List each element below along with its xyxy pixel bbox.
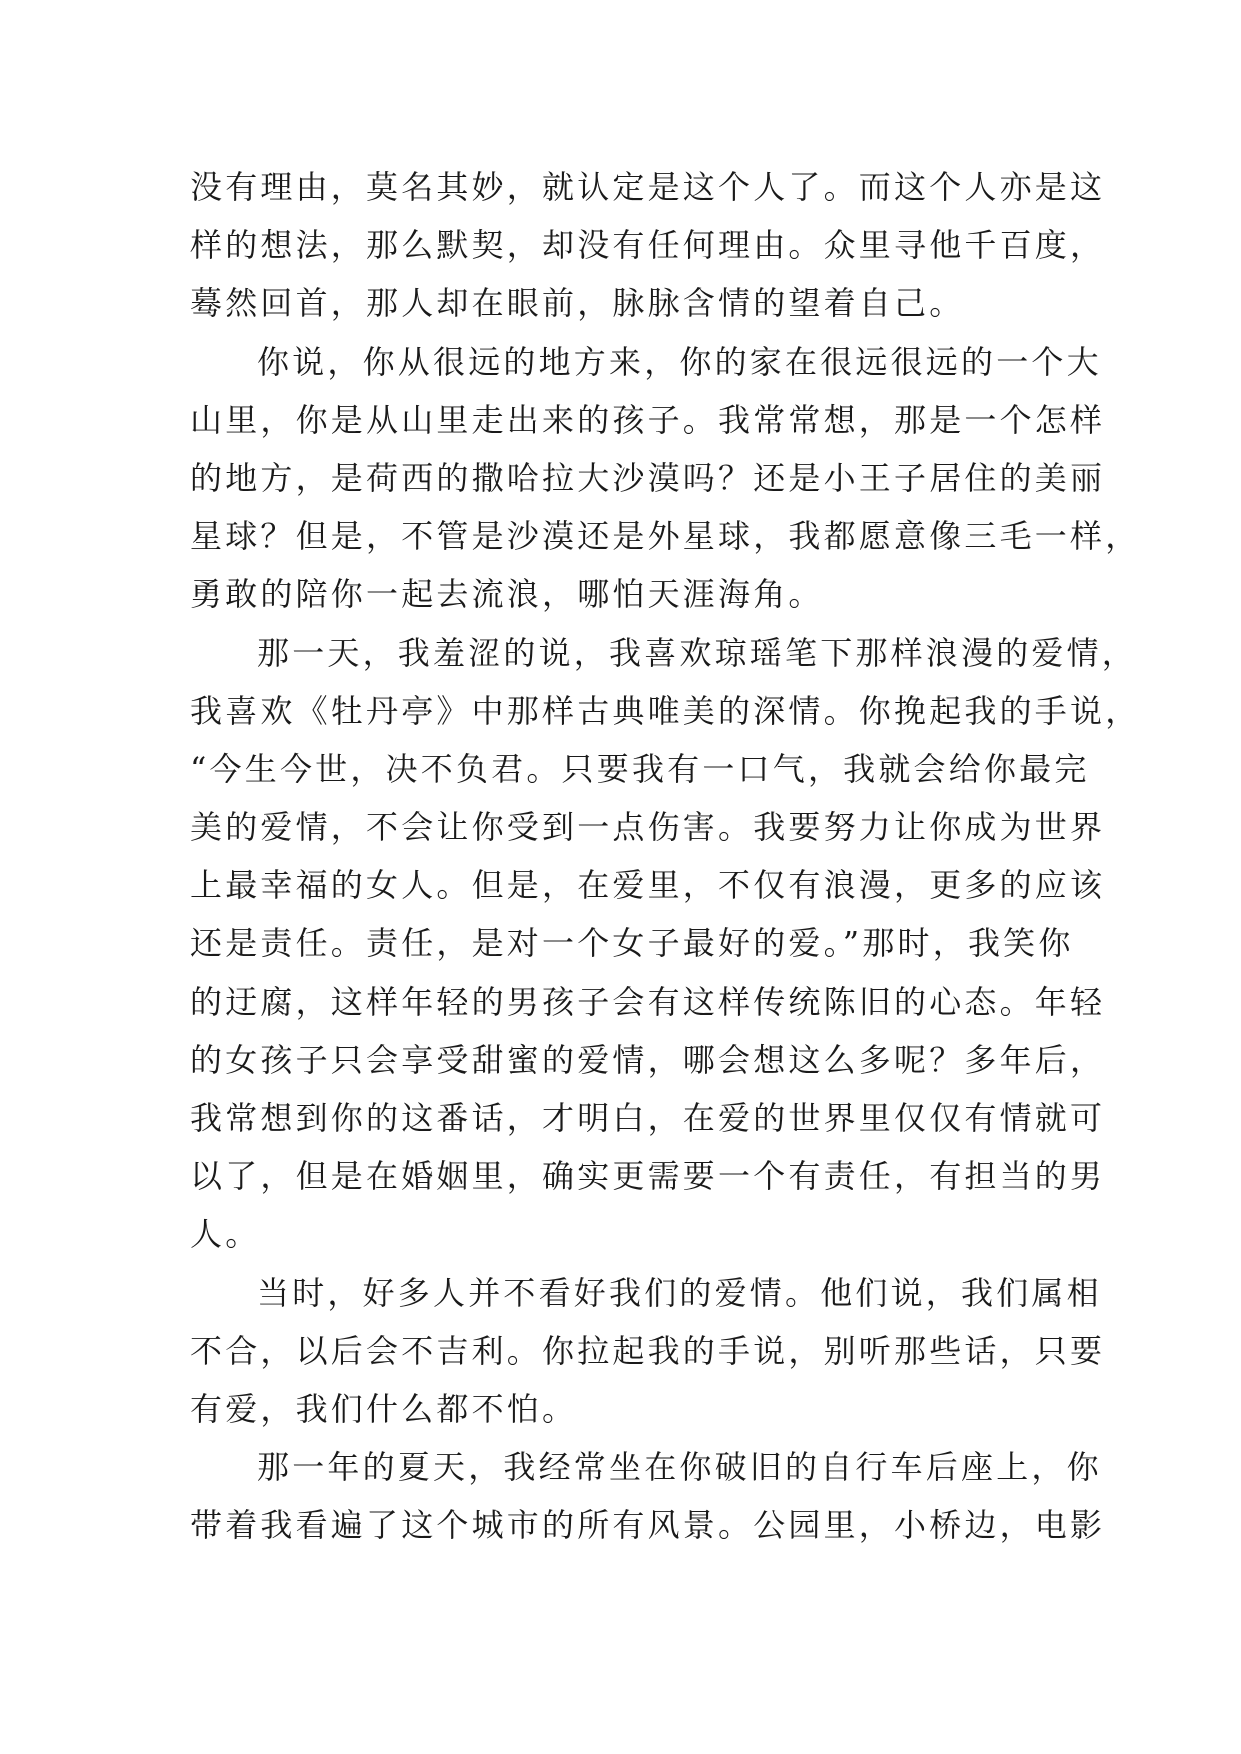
text-line: 我常想到你的这番话，才明白，在爱的世界里仅仅有情就可 [190,1099,1106,1137]
text-line: 上最幸福的女人。但是，在爱里，不仅有浪漫，更多的应该 [190,866,1106,905]
paragraph [190,1438,1106,1554]
text-line: 那一天，我羞涩的说，我喜欢琼瑶笔下那样浪漫的爱情， [257,633,1138,672]
paragraph [190,333,1141,624]
text-line: 带着我看遍了这个城市的所有风景。公园里，小桥边，电影 [190,1506,1106,1545]
text-line: 人。 [190,1215,261,1254]
text-line: 当时，好多人并不看好我们的爱情。他们说，我们属相 [257,1273,1102,1312]
text-line: 我喜欢《牡丹亭》中那样古典唯美的深情。你挽起我的手说， [190,691,1141,730]
text-line: 你说，你从很远的地方来，你的家在很远很远的一个大 [257,342,1102,381]
text-line: 有爱，我们什么都不怕。 [190,1389,578,1428]
text-line: 蓦然回首，那人却在眼前，脉脉含情的望着自己。 [190,284,965,323]
body-text [190,158,1141,1555]
text-line: 美的爱情，不会让你受到一点伤害。我要努力让你成为世界 [190,808,1106,847]
text-line: “今生今世，决不负君。只要我有一口气，我就会给你最完 [190,749,1090,788]
paragraph [190,158,1106,333]
text-line: 以了，但是在婚姻里，确实更需要一个有责任，有担当的男 [190,1157,1106,1196]
text-line: 的地方，是荷西的撒哈拉大沙漠吗？还是小王子居住的美丽 [190,458,1106,497]
text-line: 的女孩子只会享受甜蜜的爱情，哪会想这么多呢？多年后， [190,1040,1106,1079]
text-line: 勇敢的陪你一起去流浪，哪怕天涯海角。 [190,575,824,614]
paragraph [190,624,1141,1264]
text-line: 星球？但是，不管是沙漠还是外星球，我都愿意像三毛一样， [190,517,1141,556]
text-line: 那一年的夏天，我经常坐在你破旧的自行车后座上，你 [257,1448,1102,1487]
text-line: 不合，以后会不吉利。你拉起我的手说，别听那些话，只要 [190,1331,1106,1370]
text-line: 没有理由，莫名其妙，就认定是这个人了。而这个人亦是这 [190,168,1106,206]
text-line: 样的想法，那么默契，却没有任何理由。众里寻他千百度， [190,226,1106,265]
paragraph [190,1264,1106,1439]
text-line: 山里，你是从山里走出来的孩子。我常常想，那是一个怎样 [190,400,1106,439]
text-line: 还是责任。责任，是对一个女子最好的爱。”那时，我笑你 [190,924,1074,963]
text-line: 的迂腐，这样年轻的男孩子会有这样传统陈旧的心态。年轻 [190,982,1106,1021]
